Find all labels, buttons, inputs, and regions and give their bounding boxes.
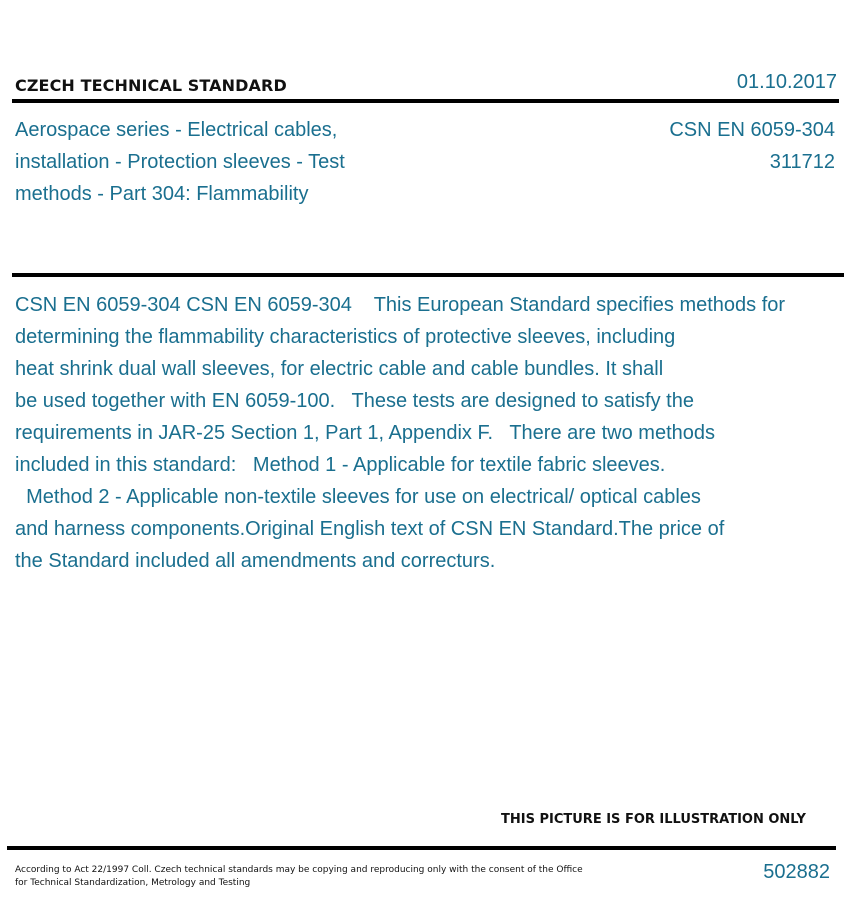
legal-line: for Technical Standardization, Metrology and Testing	[15, 878, 251, 888]
legal-notice	[15, 864, 595, 890]
title-line: methods - Part 304: Flammability	[15, 183, 309, 205]
class-number: 311712	[769, 151, 835, 173]
abstract-line: heat shrink dual wall sleeves, for electric cable and cable bundles. It shall	[15, 358, 664, 380]
title-line: Aerospace series - Electrical cables,	[15, 119, 338, 141]
abstract-line: CSN EN 6059-304 CSN EN 6059-304 This European Standard specifies methods for	[15, 294, 786, 316]
top-divider	[12, 99, 839, 103]
abstract-line: the Standard included all amendments and correcturs.	[15, 550, 496, 572]
legal-line: According to Act 22/1997 Coll. Czech technical standards may be copying and reproducing only with the consent of the Office	[15, 865, 583, 875]
abstract-line: included in this standard: Method 1 - Applicable for textile fabric sleeves.	[15, 454, 666, 476]
abstract-line: requirements in JAR-25 Section 1, Part 1, Appendix F. There are two methods	[15, 422, 715, 444]
middle-divider	[12, 273, 844, 277]
abstract-line: Method 2 - Applicable non-textile sleeves for use on electrical/ optical cables	[15, 486, 701, 508]
standard-code: CSN EN 6059-304	[669, 119, 835, 141]
publication-date: 01.10.2017	[736, 71, 837, 93]
title-line: installation - Protection sleeves - Test	[15, 151, 345, 173]
bottom-divider	[7, 846, 836, 850]
abstract-line: determining the flammability characteristics of protective sleeves, including	[15, 326, 676, 348]
illustration-disclaimer: THIS PICTURE IS FOR ILLUSTRATION ONLY	[501, 812, 806, 827]
standard-designation	[669, 114, 835, 178]
standard-type-label: CZECH TECHNICAL STANDARD	[15, 76, 287, 95]
catalog-number: 502882	[763, 861, 830, 883]
abstract-line: be used together with EN 6059-100. These tests are designed to satisfy the	[15, 390, 694, 412]
abstract-line: and harness components.Original English text of CSN EN Standard.The price of	[15, 518, 725, 540]
abstract-text	[15, 289, 855, 577]
standard-title	[15, 114, 395, 210]
